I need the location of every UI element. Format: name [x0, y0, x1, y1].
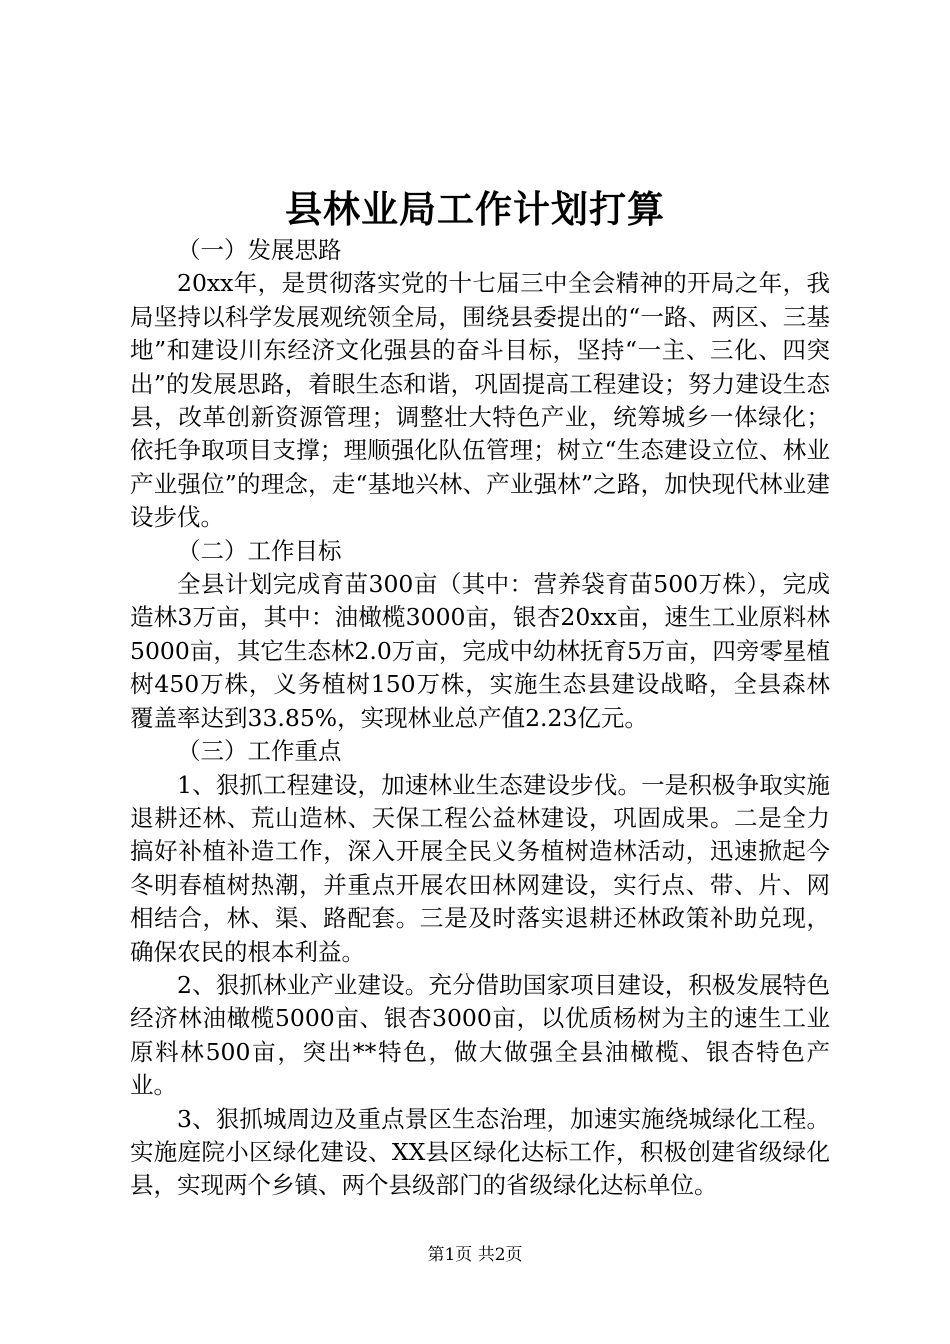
section-3-paragraph-1: 1、狠抓工程建设，加速林业生态建设步伐。一是积极争取实施退耕还林、荒山造林、天保工程公益林建设，巩固成果。二是全力搞好补植补造工作，深入开展全民义务植树造林活动，迅速掀起今冬明春植树热潮，并重点开展农田林网建设，实行点、带、片、网相结合，林、渠、路配套。三是及时落实退耕还林政策补助兑现，确保农民的根本利益。 — [130, 770, 830, 966]
section-2-paragraph-1: 全县计划完成育苗300亩（其中：营养袋育苗500万株），完成造林3万亩，其中：油橄榄3000亩，银杏20xx亩，速生工业原料林5000亩，其它生态林2.0万亩，完成中幼林抚育5万亩，四旁零星植树450万株，义务植树150万株，实施生态县建设战略，全县森林覆盖率达到33.85%，实现林业总产值2.23亿元。 — [130, 570, 830, 732]
page-number-footer: 第1页 共2页 — [427, 1245, 523, 1265]
section-heading-2: （二）工作目标 — [177, 536, 342, 565]
section-3-paragraph-3: 3、狠抓城周边及重点景区生态治理，加速实施绕城绿化工程。实施庭院小区绿化建设、XX县区绿化达标工作，积极创建省级绿化县，实现两个乡镇、两个县级部门的省级绿化达标单位。 — [130, 1104, 830, 1200]
section-1-paragraph-1: 20xx年，是贯彻落实党的十七届三中全会精神的开局之年，我局坚持以科学发展观统领全局，围绕县委提出的“一路、两区、三基地”和建设川东经济文化强县的奋斗目标，坚持“一主、三化、四突出”的发展思路，着眼生态和谐，巩固提高工程建设；努力建设生态县，改革创新资源管理；调整壮大特色产业，统筹城乡一体绿化；依托争取项目支撑；理顺强化队伍管理；树立“生态建设立位、林业产业强位”的理念，走“基地兴林、产业强林”之路，加快现代林业建设步伐。 — [130, 269, 830, 532]
document-title: 县林业局工作计划打算 — [285, 187, 665, 231]
section-3-paragraph-2: 2、狠抓林业产业建设。充分借助国家项目建设，积极发展特色经济林油橄榄5000亩、银杏3000亩，以优质杨树为主的速生工业原料林500亩，突出**特色，做大做强全县油橄榄、银杏特色产业。 — [130, 970, 830, 1100]
document-body — [130, 234, 830, 1203]
section-heading-3: （三）工作重点 — [177, 737, 342, 766]
section-heading-1: （一）发展思路 — [177, 236, 342, 264]
